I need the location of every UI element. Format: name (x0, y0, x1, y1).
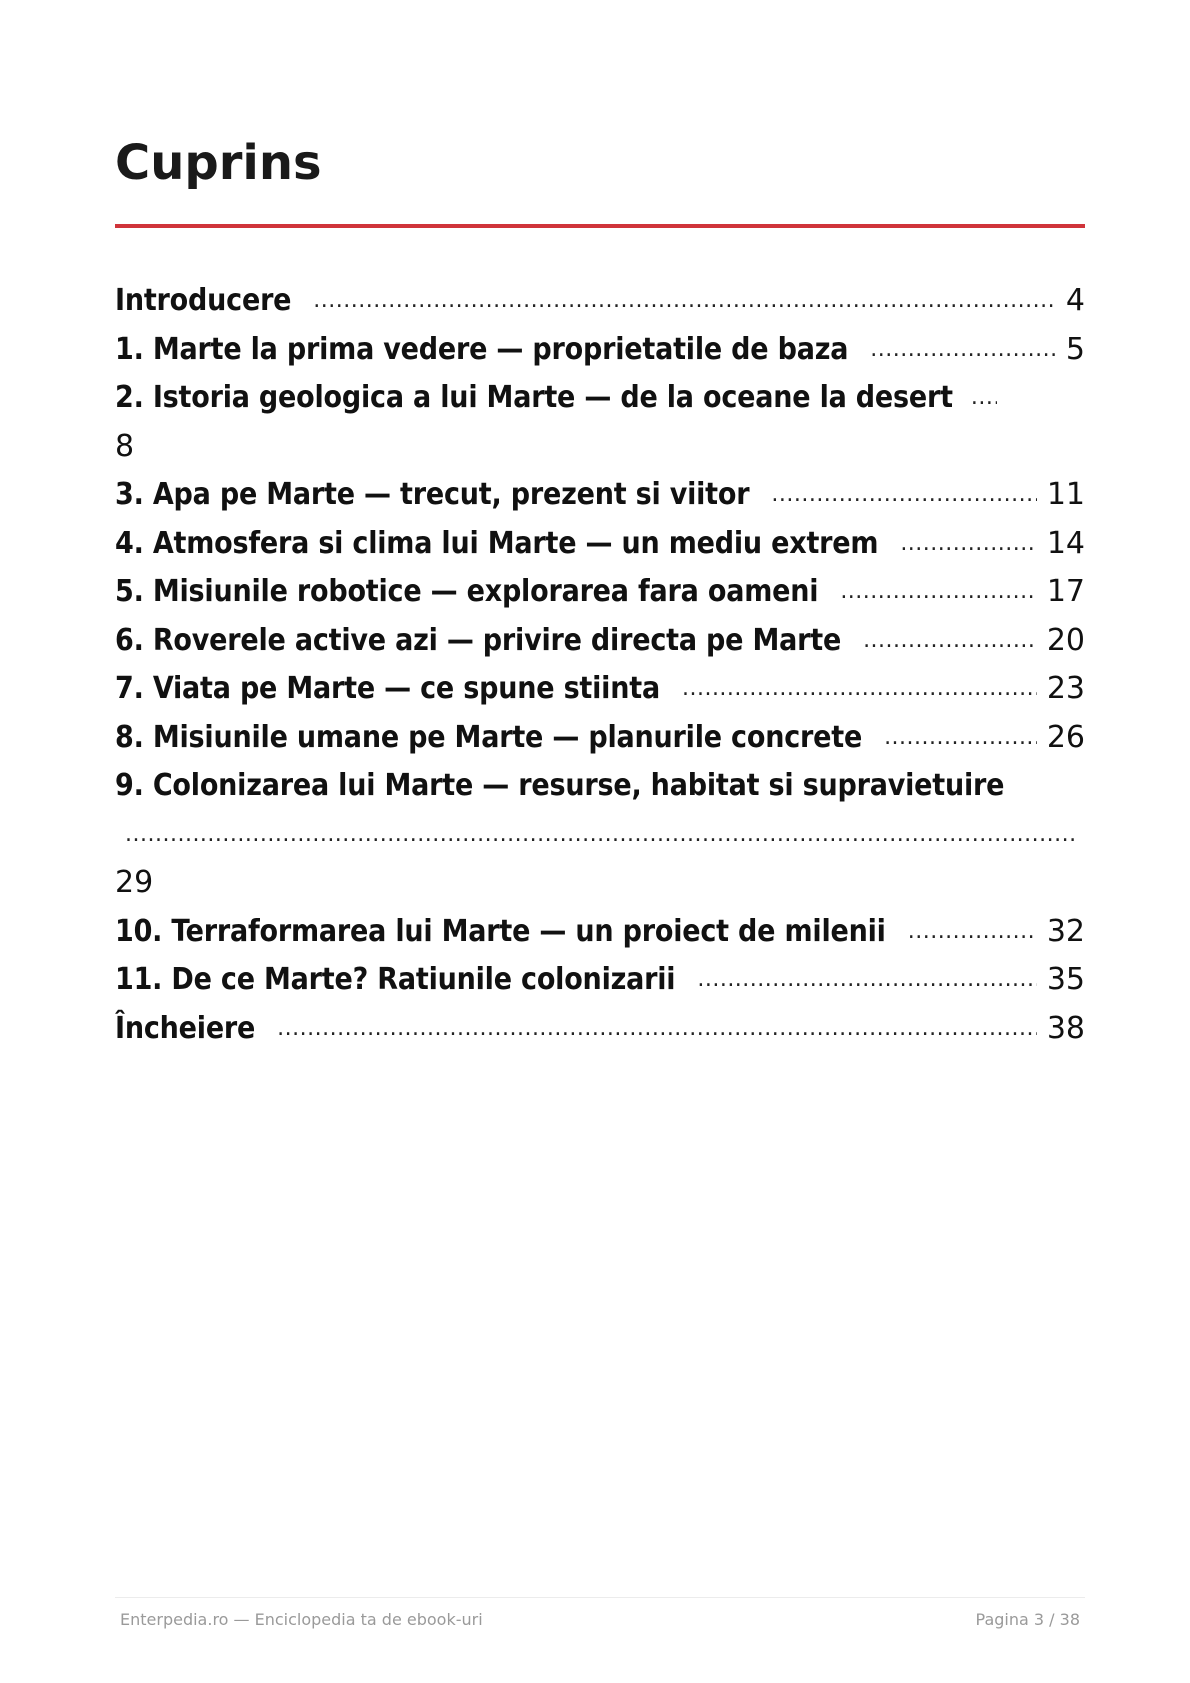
toc-entry-chapter-9[interactable] (115, 762, 1085, 908)
table-of-contents (115, 277, 1085, 1053)
toc-entry-chapter-1[interactable] (115, 326, 1085, 375)
toc-entry-label: 1. Marte la prima vedere — proprietatile de baza (115, 331, 849, 367)
toc-dot-leader (682, 665, 1037, 714)
toc-entry-page: 4 (1065, 283, 1085, 318)
toc-entry-chapter-8[interactable] (115, 714, 1085, 763)
toc-entry-incheiere[interactable] (115, 1005, 1085, 1054)
toc-dot-leader (971, 374, 997, 423)
toc-entry-page: 29 (115, 865, 154, 900)
page-footer (115, 1597, 1085, 1629)
toc-dot-leader (840, 568, 1037, 617)
toc-entry-label: 9. Colonizarea lui Marte — resurse, habitat si supravietuire (115, 768, 1005, 803)
toc-entry-label: Introducere (115, 283, 292, 318)
toc-entry-page: 26 (1046, 719, 1085, 755)
toc-entry-chapter-2[interactable] (115, 374, 1085, 471)
toc-entry-page: 17 (1046, 574, 1085, 609)
toc-entry-label: 4. Atmosfera si clima lui Marte — un mediu extrem (115, 525, 879, 561)
toc-entry-label: 5. Misiunile robotice — explorarea fara oameni (115, 574, 819, 609)
toc-dot-leader (125, 811, 1075, 860)
toc-dot-leader (863, 617, 1037, 666)
toc-entry-label: Încheiere (115, 1010, 256, 1046)
toc-entry-label: 10. Terraformarea lui Marte — un proiect de milenii (115, 913, 886, 949)
toc-entry-page: 14 (1046, 525, 1085, 561)
toc-entry-page: 5 (1065, 331, 1085, 367)
toc-dot-leader (884, 714, 1037, 763)
toc-entry-chapter-10[interactable] (115, 908, 1085, 957)
toc-entry-chapter-3[interactable] (115, 471, 1085, 520)
toc-entry-label: 3. Apa pe Marte — trecut, prezent si viitor (115, 477, 750, 512)
page-title: Cuprins (115, 135, 322, 191)
toc-entry-page: 35 (1046, 962, 1085, 997)
toc-entry-page: 38 (1046, 1010, 1085, 1046)
toc-entry-chapter-5[interactable] (115, 568, 1085, 617)
footer-page-number: Pagina 3 / 38 (975, 1610, 1080, 1629)
footer-site-name: Enterpedia.ro — Enciclopedia ta de ebook-uri (120, 1610, 483, 1629)
toc-dot-leader (771, 471, 1036, 520)
toc-entry-chapter-7[interactable] (115, 665, 1085, 714)
toc-entry-label: 8. Misiunile umane pe Marte — planurile concrete (115, 719, 863, 755)
toc-dot-leader (277, 1005, 1037, 1054)
toc-entry-page: 23 (1046, 671, 1085, 706)
toc-dot-leader (870, 326, 1056, 375)
toc-entry-label: 11. De ce Marte? Ratiunile colonizarii (115, 962, 676, 997)
toc-dot-leader (313, 277, 1056, 326)
toc-dot-leader (908, 908, 1037, 957)
toc-entry-chapter-4[interactable] (115, 520, 1085, 569)
toc-entry-introducere[interactable] (115, 277, 1085, 326)
toc-dot-leader (900, 520, 1037, 569)
toc-entry-chapter-6[interactable] (115, 617, 1085, 666)
toc-entry-page: 8 (115, 428, 135, 464)
title-divider (115, 224, 1085, 228)
toc-entry-chapter-11[interactable] (115, 956, 1085, 1005)
toc-entry-label: 6. Roverele active azi — privire directa pe Marte (115, 622, 842, 658)
toc-entry-page: 11 (1046, 477, 1085, 512)
toc-entry-label: 2. Istoria geologica a lui Marte — de la oceane la desert (115, 380, 953, 415)
toc-entry-label: 7. Viata pe Marte — ce spune stiinta (115, 671, 660, 706)
toc-entry-page: 20 (1046, 622, 1085, 658)
toc-entry-page: 32 (1046, 913, 1085, 949)
toc-dot-leader (697, 956, 1036, 1005)
